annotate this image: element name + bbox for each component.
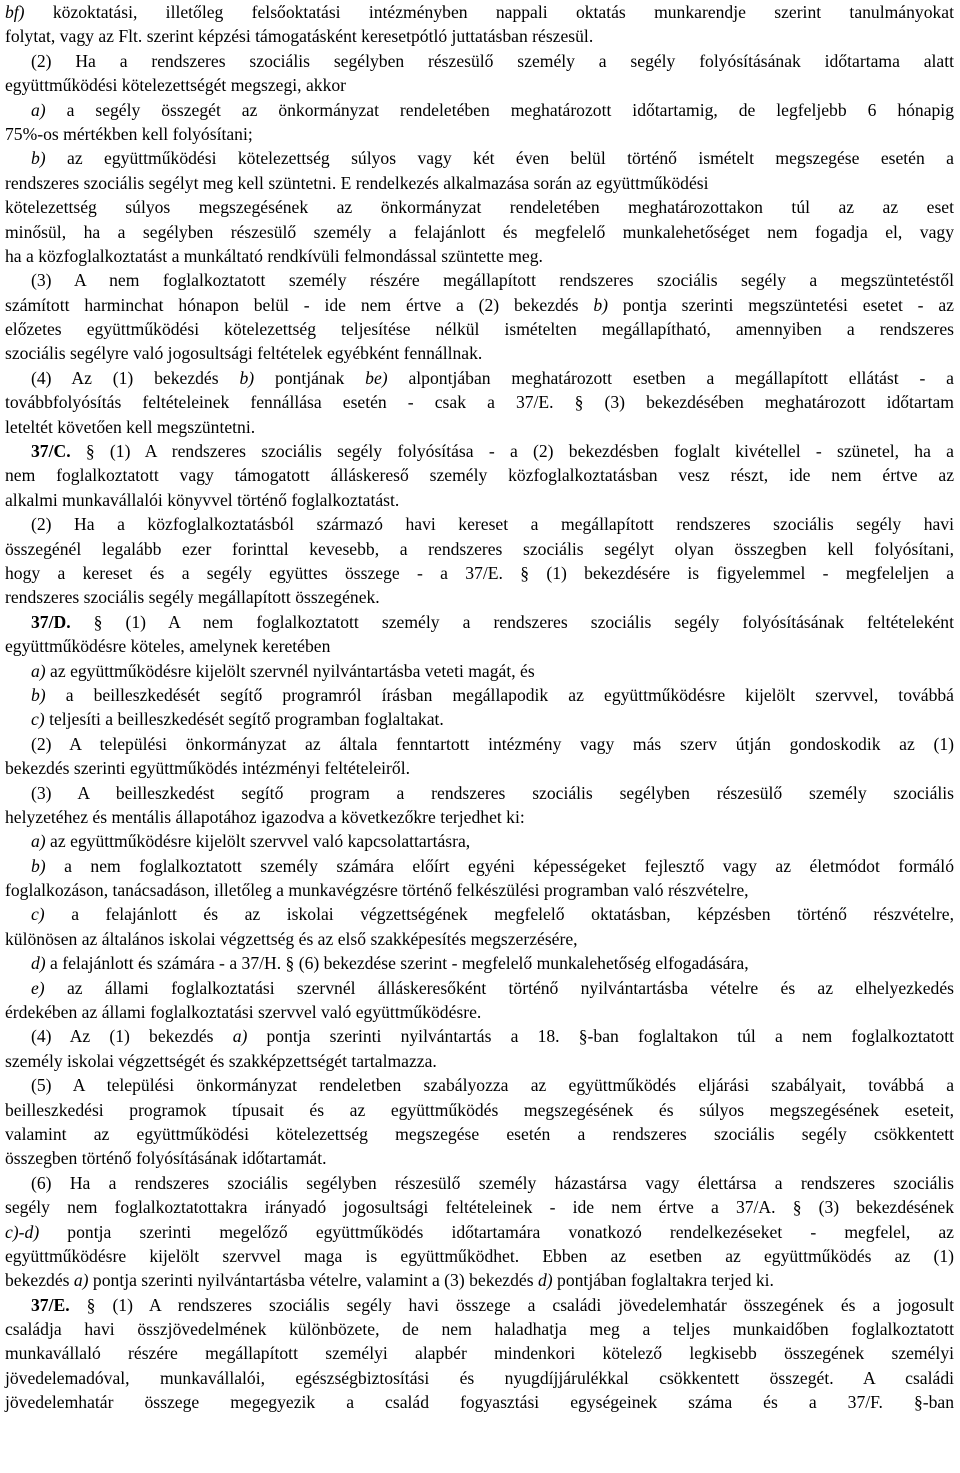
text-line [5, 732, 954, 756]
text-run: együttműködésre köteles, amelynek keretében [5, 636, 331, 657]
text-run: (2) Ha a közfoglalkoztatásból származó havi kereset a megállapított rendszeres szociális segély havi [31, 514, 954, 535]
text-run: pontjában foglaltakra terjed ki. [552, 1270, 774, 1291]
text-run: pontjának [254, 367, 366, 388]
text-run: bekezdés szerinti együttműködés intézményi feltételeiről. [5, 758, 410, 779]
text-run: valamint az együttműködési kötelezettség megszegése esetén a rendszeres szociális segély csökkentett [5, 1123, 954, 1144]
text-run: (5) A települési önkormányzat rendeletben szabályozza az együttműködés eljárási szabályait, továbbá a [31, 1075, 954, 1096]
text-run: jövedelemadóval, munkavállalói, egészségbiztosítási és nyugdíjjárulékkal csökkentett összegét. A családi [5, 1367, 954, 1388]
text-run: pontja szerinti megelőző együttműködés időtartamára vonatkozó rendelkezéseket - megfelel, az [39, 1221, 954, 1242]
point-label: bf) [5, 2, 25, 22]
text-line [5, 951, 954, 975]
text-line [5, 195, 954, 219]
text-line [5, 1122, 954, 1146]
text-line [5, 293, 954, 317]
text-line [5, 366, 954, 390]
text-line [5, 878, 954, 902]
text-line [5, 49, 954, 73]
text-line [5, 683, 954, 707]
text-run: (3) A beilleszkedést segítő program a rendszeres szociális segélyben részesülő személy szociális [31, 782, 954, 803]
text-line [5, 488, 954, 512]
text-run: foglalkozáson, tanácsadáson, illetőleg a munkavégzésre történő felkészülési programban való részvételre, [5, 880, 749, 901]
text-line [5, 1220, 954, 1244]
text-run: segély nem foglalkoztatottakra irányadó jogosultsági feltételeinek - ide nem értve a 37/A. § (3) bekezdésének [5, 1197, 954, 1218]
text-line [5, 390, 954, 414]
text-run: helyzetéhez és mentális állapotához igazodva a következőkre terjedhet ki: [5, 806, 525, 827]
text-run: családja havi összjövedelmének különbözete, de nem haladhatja meg a teljes munkaidőben foglalkoztatott [5, 1319, 954, 1340]
text-line [5, 537, 954, 561]
text-run: nem foglalkoztatott vagy támogatott álláskereső személy közfoglalkoztatásban vesz részt, ide nem értve az [5, 465, 954, 486]
text-line [5, 1439, 954, 1463]
text-run: a beilleszkedését segítő programról írásban megállapodik az együttműködésre kijelölt szervvel, továbbá [45, 684, 954, 705]
text-line [5, 585, 954, 609]
point-label: c) [31, 904, 45, 925]
text-run: rendszeres szociális segélyt meg kell szüntetni. E rendelkezés alkalmazása során az együttműködési [5, 172, 709, 193]
text-line [5, 854, 954, 878]
text-run: teljesíti a beilleszkedését segítő programban foglaltakat. [44, 709, 444, 730]
text-run: szociális segélyre való jogosultsági feltételek egyébként fennállnak. [5, 343, 483, 364]
text-line [5, 659, 954, 683]
text-run: az együttműködésre kijelölt szervnél nyilvántartásba veteti magát, és [45, 660, 535, 681]
text-run: minősül, ha a segélyben részesülő személy a felajánlott és megfelelő munkalehetőséget nem fogadja el, vagy [5, 221, 954, 242]
text-run: a felajánlott és az iskolai végzettségének megfelelő oktatásban, képzésben történő részvételre, [44, 904, 954, 925]
text-line [5, 1171, 954, 1195]
text-run: összegénél legalább ezer forinttal kevesebb, a rendszeres szociális segélyt olyan összegben kell folyósítani, [5, 538, 954, 559]
text-run: személy iskolai végzettségét és szakképzettségét tartalmazza. [5, 1050, 437, 1071]
text-run: rendszeres szociális segély megállapított összegének. [5, 587, 380, 608]
text-line [5, 927, 954, 951]
text-line [5, 610, 954, 634]
text-line [5, 463, 954, 487]
text-line [5, 1024, 954, 1048]
text-line [5, 756, 954, 780]
point-label: d) [537, 1270, 553, 1291]
text-line [5, 244, 954, 268]
text-run: különösen az általános iskolai végzettség és az első szakképesítés megszerzésére, [5, 928, 578, 949]
text-line [5, 415, 954, 439]
text-line [5, 1098, 954, 1122]
text-line [5, 976, 954, 1000]
text-run: (4) Az (1) bekezdés [31, 367, 240, 388]
point-label: b) [31, 148, 46, 169]
text-line [5, 171, 954, 195]
text-line [5, 220, 954, 244]
text-line [5, 122, 954, 146]
text-run: folytat, vagy az Flt. szerint képzési támogatásként keresetpótló juttatásban részesül. [5, 26, 594, 47]
text-run: bekezdés [5, 1270, 74, 1291]
text-run: (3) A nem foglalkoztatott személy részére megállapított rendszeres szociális segély a megszüntetéstől [31, 270, 954, 291]
text-line [5, 1268, 954, 1292]
point-label: a) [31, 831, 46, 852]
text-run: 75%-os mértékben kell folyósítani; [5, 123, 253, 144]
text-line [5, 1293, 954, 1317]
text-run: (4) Az (1) bekezdés [31, 1026, 233, 1047]
point-label: a) [31, 660, 46, 681]
text-run: a segély összegét az önkormányzat rendeletében meghatározott időtartamig, de legfeljebb 6 hónapig [45, 99, 954, 120]
text-line [5, 1244, 954, 1268]
text-run: előzetes együttműködési kötelezettség teljesítése nélkül ismételten megállapítható, amennyiben a rendszeres [5, 319, 954, 340]
text-line [5, 439, 954, 463]
text-run: § (1) A rendszeres szociális segély folyósítása - a (2) bekezdésben foglalt kivétellel - szünetel, ha a [70, 441, 954, 462]
text-line [5, 1000, 954, 1024]
text-run: kötelezettség súlyos megszegésének az önkormányzat rendeletében meghatározottakon túl az az eset [5, 197, 954, 218]
text-line [5, 1366, 954, 1390]
text-run: a felajánlott és számára - a 37/H. § (6) bekezdése szerint - megfelelő munkalehetőség elfogadására, [45, 953, 749, 974]
text-run: pontja szerinti nyilvántartás a 18. §-ban foglaltakon túl a nem foglalkoztatott [247, 1026, 954, 1047]
text-run: beilleszkedési programok típusait és az együttműködés megszegésének és súlyos megszegésének eseteit, [5, 1099, 954, 1120]
point-label: b) [593, 294, 608, 315]
text-line [5, 1415, 954, 1439]
text-run: ha a közfoglalkoztatást a munkáltató rendkívüli felmondással szüntette meg. [5, 245, 543, 266]
text-line [5, 268, 954, 292]
text-run: § (1) A nem foglalkoztatott személy a rendszeres szociális segély folyósításának feltételeként [70, 611, 954, 632]
text-line [5, 1390, 954, 1414]
text-line [5, 1317, 954, 1341]
text-run: jövedelemhatár összege megegyezik a család fogyasztási egységeinek száma és a 37/F. §-ban [5, 1392, 954, 1413]
text-line [5, 341, 954, 365]
text-line [5, 1049, 954, 1073]
text-run: pontja szerinti megszüntetési esetet - az [607, 294, 954, 315]
text-line [5, 561, 954, 585]
text-run: az együttműködésre kijelölt szervvel való kapcsolattartásra, [45, 831, 471, 852]
text-line [5, 634, 954, 658]
text-run: az együttműködési kötelezettség súlyos vagy két éven belül történő ismételt megszegése esetén a [45, 148, 954, 169]
text-line [5, 512, 954, 536]
text-line [5, 1195, 954, 1219]
text-line [5, 146, 954, 170]
text-run: pontja szerinti nyilvántartásba vételre, valamint a (3) bekezdés [88, 1270, 538, 1291]
section-number: 37/E. [31, 1294, 70, 1315]
text-run: együttműködési kötelezettségét megszegi, akkor [5, 75, 347, 96]
text-run: alkalmi munkavállalói könyvvel történő foglalkoztatást. [5, 489, 400, 510]
text-run: számított harminchat hónapon belül - ide nem értve a (2) bekezdés [5, 294, 594, 315]
text-line [5, 1146, 954, 1170]
text-line [5, 24, 954, 48]
text-run: a nem foglalkoztatott személy számára előírt egyéni képességeket fejlesztő vagy az életmódot formáló [45, 855, 954, 876]
point-label: e) [31, 977, 45, 998]
text-line [5, 98, 954, 122]
text-run: összegben történő folyósításának időtartamát. [5, 1148, 327, 1169]
text-run: § (1) A rendszeres szociális segély havi összege a családi jövedelemhatár összegének és a jogosult [69, 1294, 954, 1315]
text-run: együttműködésre kijelölt szervvel maga is együttműködhet. Ebben az esetben az együttműködés az (1) [5, 1245, 954, 1266]
point-label: b) [31, 855, 46, 876]
point-label: d) [31, 953, 46, 974]
text-line [5, 902, 954, 926]
section-number: 37/D. [31, 611, 71, 632]
text-run: munkavállaló részére megállapított személyi alapbér mindenkori kötelező legkisebb összegének személyi [5, 1343, 954, 1364]
text-line [5, 1341, 954, 1365]
text-run: (2) A települési önkormányzat az általa fenntartott intézmény vagy más szerv útján gondoskodik az (1) [31, 733, 954, 754]
point-label: a) [73, 1270, 89, 1291]
text-line [5, 829, 954, 853]
point-label: c) [31, 709, 45, 730]
point-label: c)-d) [5, 1221, 40, 1242]
text-run: közoktatási, illetőleg felsőoktatási intézményben nappali oktatás munkarendje szerint tanulmányokat [24, 2, 954, 22]
text-run: hogy a kereset és a segély együttes összege - a 37/E. § (1) bekezdésére is figyelemmel - megfeleljen a [5, 562, 954, 583]
text-run: érdekében az állami foglalkoztatási szervvel való együttműködésre. [5, 1002, 482, 1023]
point-label: b) [239, 367, 255, 388]
text-run: az állami foglalkoztatási szervnél álláskeresőként történő nyilvántartásba vételre és az elhelyezkedés [44, 977, 954, 998]
text-run: (2) Ha a rendszeres szociális segélyben részesülő személy a segély folyósításának időtartama alatt [31, 50, 954, 71]
point-label: b) [31, 684, 46, 705]
point-label: be) [365, 367, 388, 388]
point-label: a) [232, 1026, 248, 1047]
text-line [5, 73, 954, 97]
text-line [5, 1073, 954, 1097]
text-line [5, 317, 954, 341]
text-run: továbbfolyósítás feltételeinek fennállása esetén - csak a 37/E. § (3) bekezdésében meghatározott időtartam [5, 392, 954, 413]
section-number: 37/C. [31, 441, 71, 462]
text-line [5, 781, 954, 805]
text-run: alpontjában meghatározott esetben a megállapított ellátást - a [387, 367, 954, 388]
text-line [5, 707, 954, 731]
text-line [5, 0, 954, 24]
text-run: leteltét követően kell megszüntetni. [5, 416, 256, 437]
text-line [5, 805, 954, 829]
point-label: a) [31, 99, 46, 120]
text-run: (6) Ha a rendszeres szociális segélyben részesülő személy házastársa vagy élettársa a rendszeres szociális [31, 1172, 954, 1193]
